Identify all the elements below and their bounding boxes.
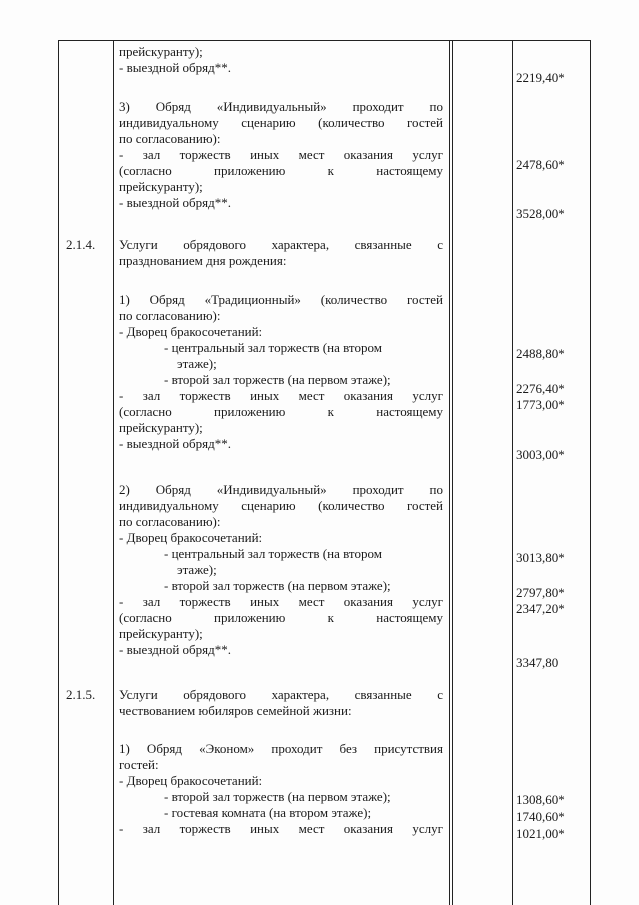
column-divider-description-double (452, 40, 453, 905)
price-cell: 2219,40* (516, 70, 565, 85)
text-line: по согласованию): (119, 131, 221, 146)
price-cell: 1308,60* (516, 792, 565, 807)
text-line: - центральный зал торжеств (на втором (164, 340, 382, 355)
text-line: - гостевая комната (на втором этаже); (164, 805, 372, 820)
price-cell: 3528,00* (516, 206, 565, 221)
text-line: индивидуальному сценарию (количество гостей (119, 115, 443, 130)
text-line: - зал торжеств иных мест оказания услуг (119, 147, 443, 162)
text-line: Услуги обрядового характера, связанные с (119, 237, 443, 252)
column-divider-number (113, 40, 114, 905)
rite-traditional-block (119, 292, 443, 452)
section-number: 2.1.4. (66, 237, 96, 252)
text-line: прейскуранту); (119, 626, 203, 641)
text-line: индивидуальному сценарию (количество гостей (119, 498, 443, 513)
price-cell: 3013,80* (516, 550, 565, 565)
table-right-border (590, 40, 591, 905)
price-cell: 1773,00* (516, 397, 565, 412)
text-line: - зал торжеств иных мест оказания услуг (119, 388, 443, 403)
text-line: этаже); (177, 562, 217, 577)
text-line: прейскуранту); (119, 44, 203, 59)
column-divider-description (449, 40, 450, 905)
text-line: - выездной обряд**. (119, 642, 232, 657)
text-line: - второй зал торжеств (на первом этаже); (164, 789, 391, 804)
section-title (119, 237, 443, 269)
section-number: 2.1.5. (66, 687, 96, 702)
price-cell: 2347,20* (516, 601, 565, 616)
text-line: (согласно приложению к настоящему (119, 163, 443, 178)
table-left-border (58, 40, 59, 905)
price-cell: 2478,60* (516, 157, 565, 172)
text-line: (согласно приложению к настоящему (119, 610, 443, 625)
price-cell: 1021,00* (516, 826, 565, 841)
text-line: гостей: (119, 757, 159, 772)
text-line: - второй зал торжеств (на первом этаже); (164, 578, 391, 593)
column-divider-price (512, 40, 513, 905)
rite-economy-block (119, 741, 443, 837)
price-cell: 3347,80 (516, 655, 559, 670)
text-line: - зал торжеств иных мест оказания услуг (119, 821, 443, 836)
rite-individual-block (119, 99, 443, 211)
rite-individual-block (119, 482, 443, 658)
text-line: Услуги обрядового характера, связанные с (119, 687, 443, 702)
text-line: - центральный зал торжеств (на втором (164, 546, 382, 561)
section-title (119, 687, 443, 719)
text-line: по согласованию): (119, 308, 221, 323)
text-line: 1) Обряд «Традиционный» (количество гостей (119, 292, 443, 307)
text-line: (согласно приложению к настоящему (119, 404, 443, 419)
continuation-text (119, 44, 443, 76)
text-line: - Дворец бракосочетаний: (119, 530, 263, 545)
text-line: этаже); (177, 356, 217, 371)
text-line: - выездной обряд**. (119, 60, 232, 75)
text-line: 1) Обряд «Эконом» проходит без присутствия (119, 741, 443, 756)
text-line: - выездной обряд**. (119, 195, 232, 210)
table-top-border (58, 40, 590, 41)
price-cell: 2276,40* (516, 381, 565, 396)
text-line: 3) Обряд «Индивидуальный» проходит по (119, 99, 443, 114)
text-line: прейскуранту); (119, 420, 203, 435)
text-line: прейскуранту); (119, 179, 203, 194)
price-cell: 1740,60* (516, 809, 565, 824)
text-line: чествованием юбиляров семейной жизни: (119, 703, 352, 718)
text-line: по согласованию): (119, 514, 221, 529)
text-line: - второй зал торжеств (на первом этаже); (164, 372, 391, 387)
text-line: - Дворец бракосочетаний: (119, 773, 263, 788)
text-line: - зал торжеств иных мест оказания услуг (119, 594, 443, 609)
price-cell: 2488,80* (516, 346, 565, 361)
text-line: празднованием дня рождения: (119, 253, 287, 268)
price-cell: 2797,80* (516, 585, 565, 600)
text-line: 2) Обряд «Индивидуальный» проходит по (119, 482, 443, 497)
text-line: - выездной обряд**. (119, 436, 232, 451)
price-cell: 3003,00* (516, 447, 565, 462)
text-line: - Дворец бракосочетаний: (119, 324, 263, 339)
